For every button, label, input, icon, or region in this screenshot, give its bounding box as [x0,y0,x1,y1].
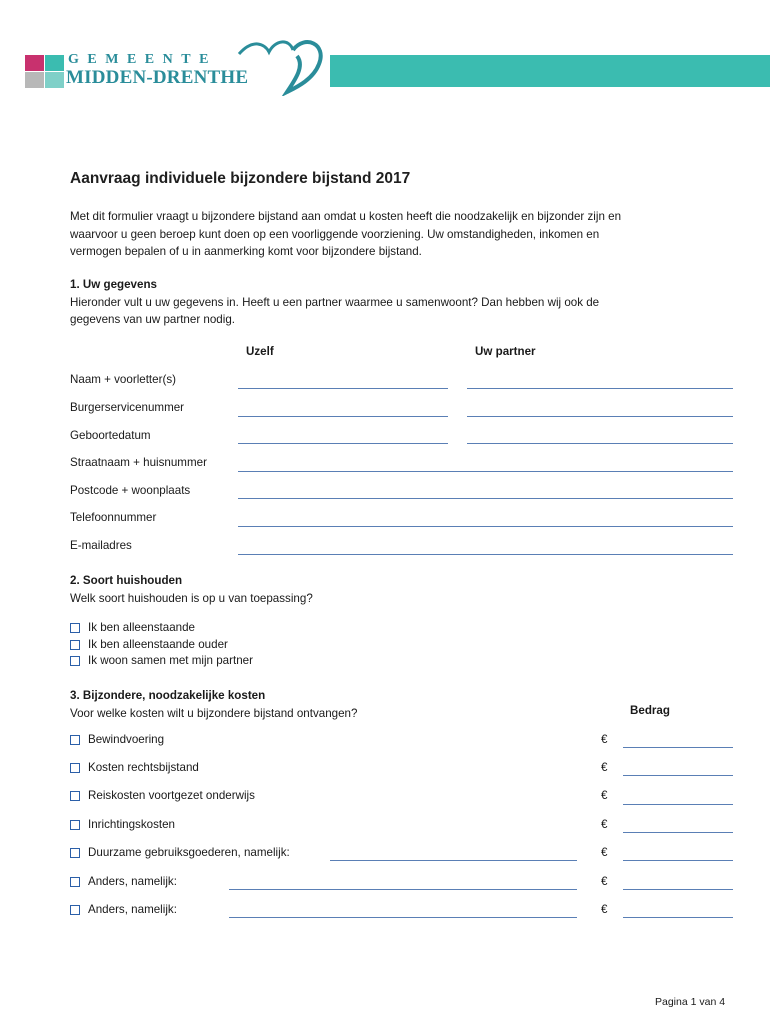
intro-line: vermogen bepalen of u in aanmerking komt voor bijzondere bijstand. [70,245,422,258]
field-label-telefoon: Telefoonnummer [70,511,157,524]
cost-option[interactable] [70,761,199,774]
checkbox-icon[interactable] [70,877,80,887]
section1 [70,276,740,329]
checkbox-icon[interactable] [70,820,80,830]
amount-column-header: Bedrag [630,704,670,717]
euro-sign: € [601,733,608,746]
page-title: Aanvraag individuele bijzondere bijstand 2017 [70,170,411,187]
checkbox-icon[interactable] [70,848,80,858]
checkbox-icon[interactable] [70,791,80,801]
checkbox-icon[interactable] [70,763,80,773]
logo-square-lightteal [45,72,64,88]
checkbox-icon[interactable] [70,623,80,633]
column-header-partner: Uw partner [475,345,536,358]
logo-square-teal [45,55,64,71]
field-label-bsn: Burgerservicenummer [70,401,185,414]
field-label-geboortedatum: Geboortedatum [70,429,151,442]
logo-swoosh-icon [235,36,327,96]
cost-option[interactable] [70,846,290,859]
cost-option[interactable] [70,789,255,802]
household-option[interactable] [70,654,253,667]
section3-question: Voor welke kosten wilt u bijzondere bijstand ontvangen? [70,706,358,720]
naam-partner-field[interactable] [467,388,733,389]
section3-heading: 3. Bijzondere, noodzakelijke kosten [70,689,266,702]
section2 [70,572,740,607]
geboortedatum-self-field[interactable] [238,443,448,444]
checkbox-icon[interactable] [70,735,80,745]
logo-square-grey [25,72,44,88]
cost-option-label: Anders, namelijk: [88,903,177,916]
field-label-naam: Naam + voorletter(s) [70,373,176,386]
cost-option-label: Duurzame gebruiksgoederen, namelijk: [88,846,290,859]
postcode-field[interactable] [238,498,733,499]
amount-field[interactable] [623,747,733,748]
euro-sign: € [601,875,608,888]
cost-option-label: Kosten rechtsbijstand [88,761,199,774]
geboortedatum-partner-field[interactable] [467,443,733,444]
telefoon-field[interactable] [238,526,733,527]
cost-option[interactable] [70,733,164,746]
euro-sign: € [601,789,608,802]
straatnaam-field[interactable] [238,471,733,472]
household-option-label: Ik woon samen met mijn partner [88,654,253,667]
column-header-self: Uzelf [246,345,274,358]
cost-option-label: Inrichtingskosten [88,818,175,831]
field-label-email: E-mailadres [70,539,132,552]
field-label-postcode: Postcode + woonplaats [70,484,191,497]
field-label-straatnaam: Straatnaam + huisnummer [70,456,207,469]
header-band [330,55,770,87]
household-option[interactable] [70,621,195,634]
amount-field[interactable] [623,832,733,833]
section1-text-line: gegevens van uw partner nodig. [70,313,236,326]
amount-field[interactable] [623,917,733,918]
logo-text-midden-drenthe: MIDDEN-DRENTHE [66,67,249,88]
household-option-label: Ik ben alleenstaande [88,621,196,634]
checkbox-icon[interactable] [70,656,80,666]
checkbox-icon[interactable] [70,640,80,650]
cost-option-label: Bewindvoering [88,733,165,746]
page-number: Pagina 1 van 4 [655,996,726,1008]
bsn-self-field[interactable] [238,416,448,417]
cost-option[interactable] [70,875,177,888]
cost-option[interactable] [70,818,175,831]
specification-field[interactable] [229,889,577,890]
amount-field[interactable] [623,804,733,805]
section2-question: Welk soort huishouden is op u van toepassing? [70,591,313,605]
naam-self-field[interactable] [238,388,448,389]
specification-field[interactable] [229,917,577,918]
section2-heading: 2. Soort huishouden [70,574,183,587]
email-field[interactable] [238,554,733,555]
cost-option[interactable] [70,903,177,916]
intro-line: waarvoor u geen beroep kunt doen op een voorliggende voorziening. Uw omstandigheden, inkomen en [70,227,600,241]
cost-option-label: Anders, namelijk: [88,875,177,888]
logo-text-gemeente: GEMEENTE [68,52,217,67]
specification-field[interactable] [330,860,577,861]
section1-text-line: Hieronder vult u uw gegevens in. Heeft u een partner waarmee u samenwoont? Dan hebben wij ook de [70,295,600,309]
amount-field[interactable] [623,775,733,776]
logo-square-magenta [25,55,44,71]
euro-sign: € [601,903,608,916]
intro-line: Met dit formulier vraagt u bijzondere bijstand aan omdat u kosten heeft die noodzakelijk en bijzonder zijn en [70,210,622,223]
bsn-partner-field[interactable] [467,416,733,417]
household-option[interactable] [70,638,228,651]
cost-option-label: Reiskosten voortgezet onderwijs [88,789,255,802]
euro-sign: € [601,818,608,831]
section1-heading: 1. Uw gegevens [70,278,157,291]
euro-sign: € [601,761,608,774]
household-option-label: Ik ben alleenstaande ouder [88,638,228,651]
checkbox-icon[interactable] [70,905,80,915]
intro-text [70,208,740,261]
amount-field[interactable] [623,860,733,861]
euro-sign: € [601,846,608,859]
amount-field[interactable] [623,889,733,890]
